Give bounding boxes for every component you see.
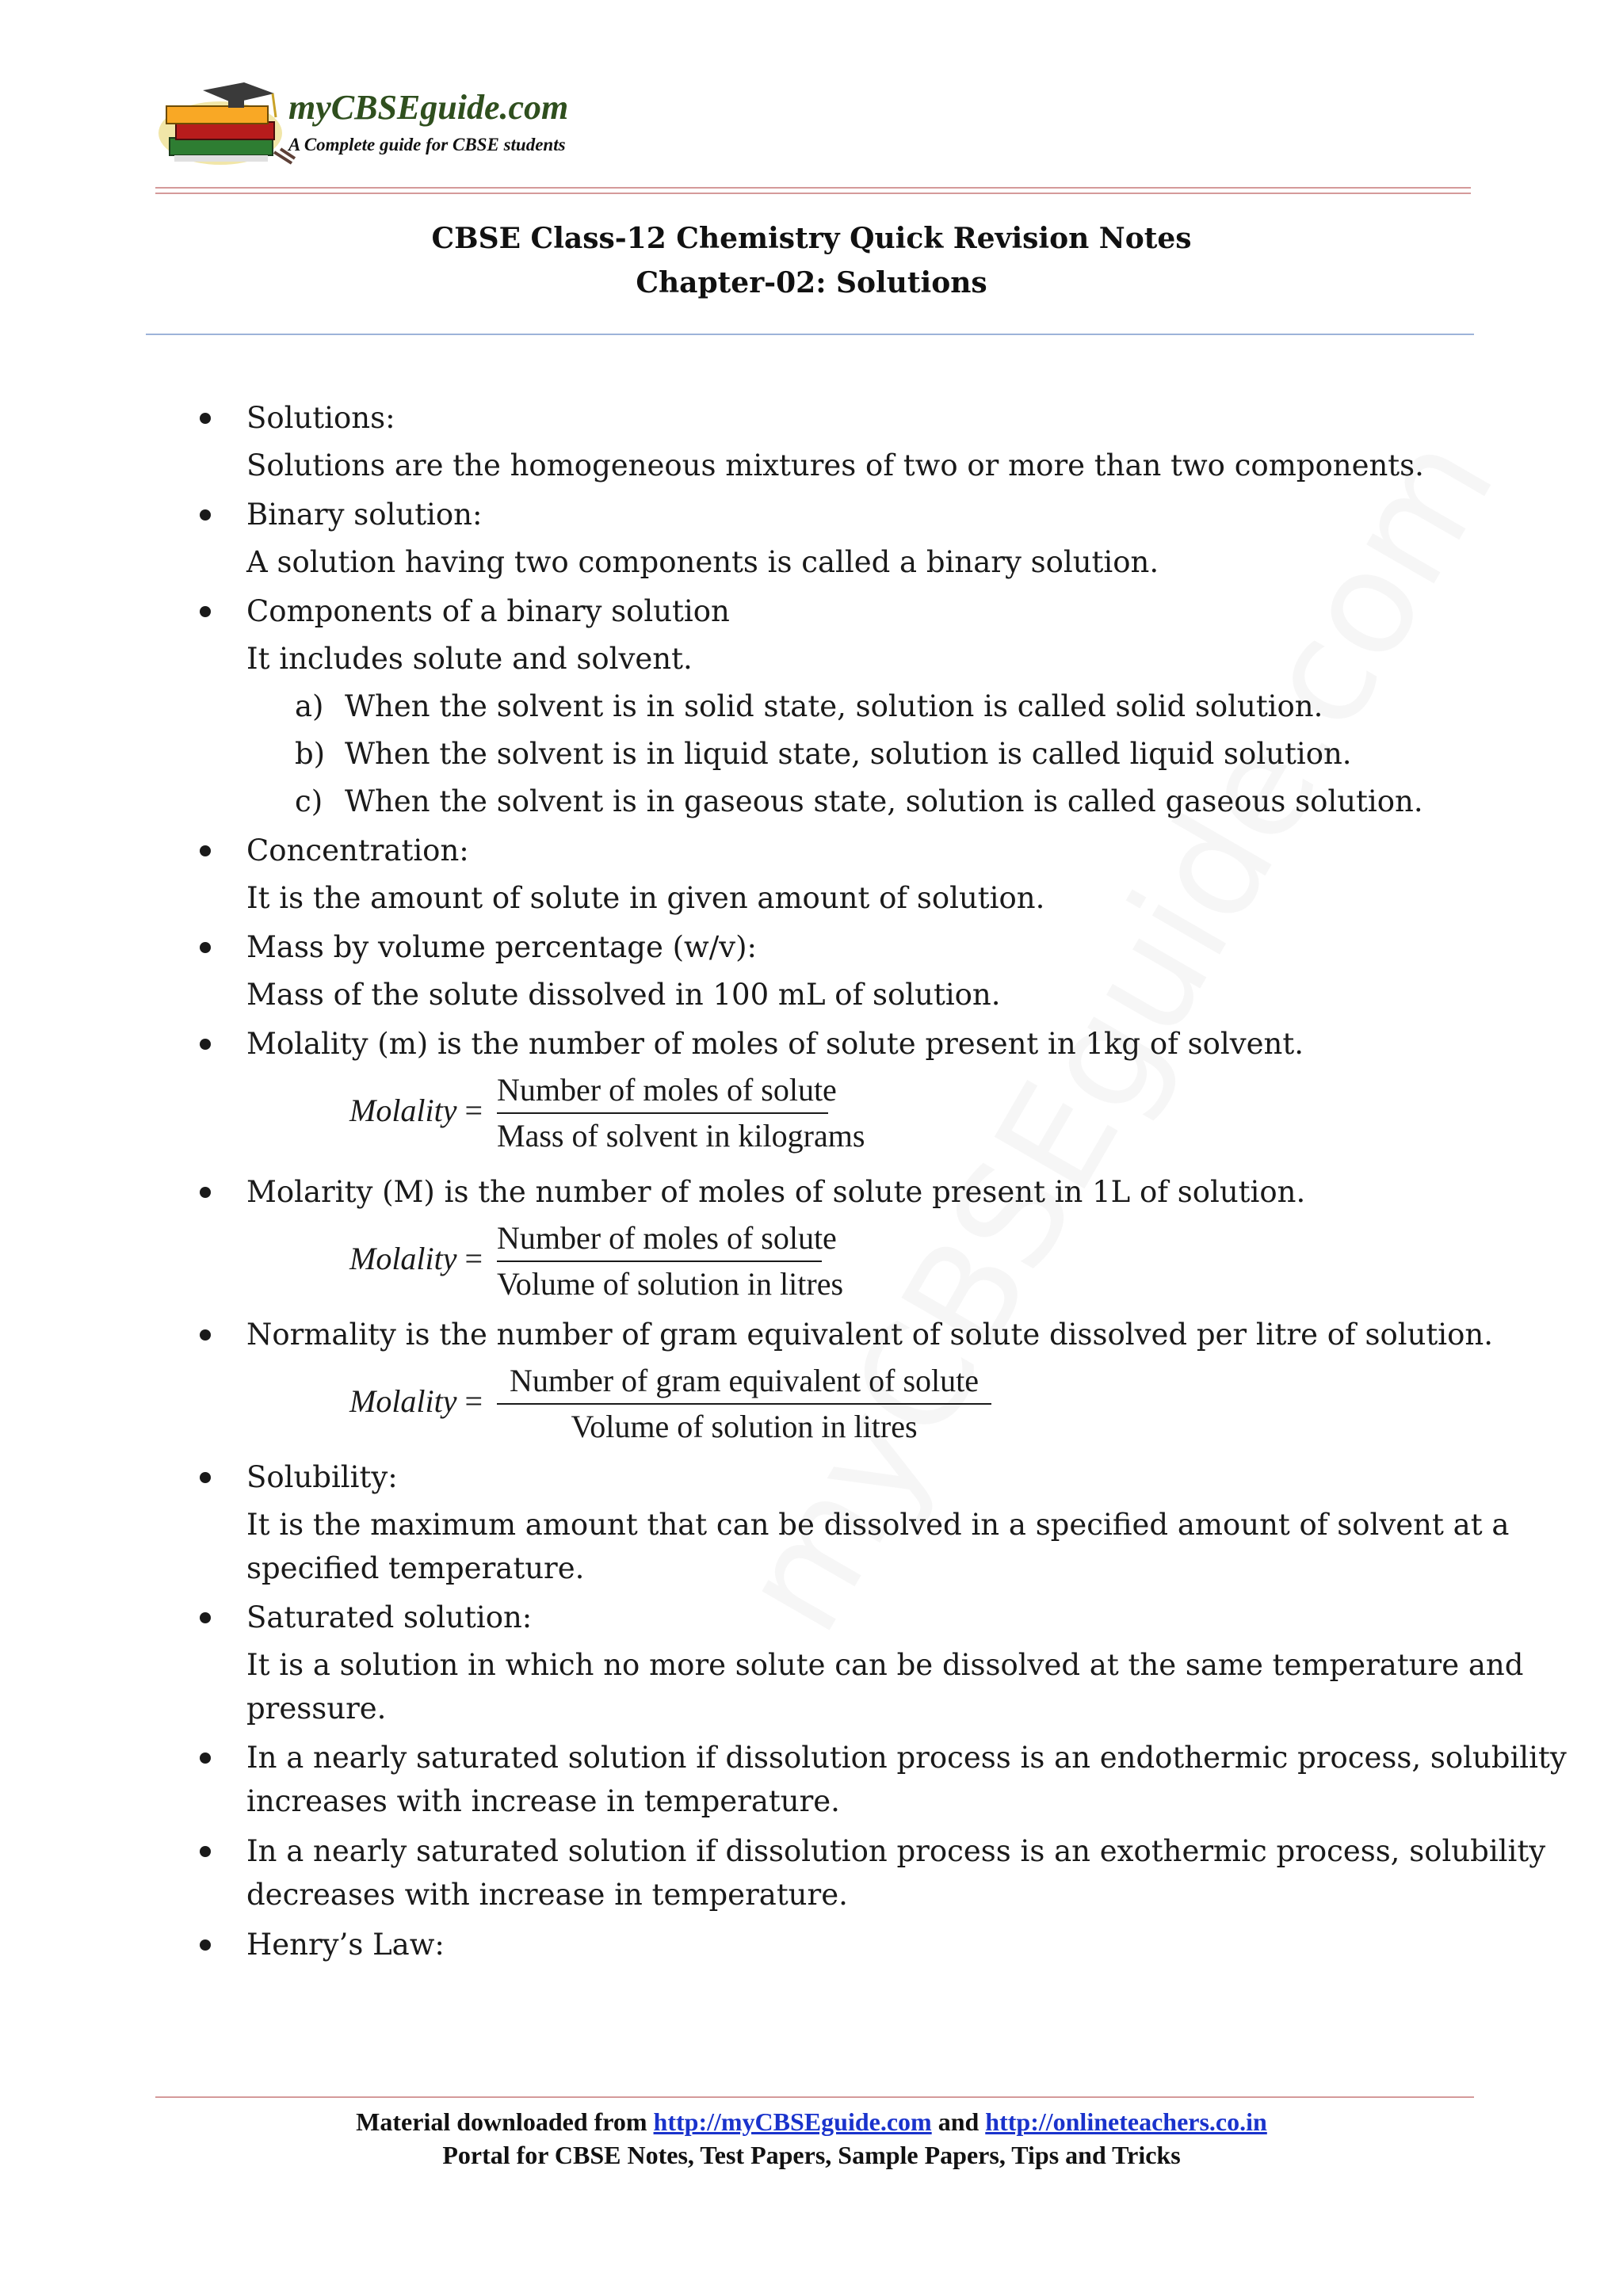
equation-lhs: Molality = [349, 1383, 483, 1419]
equation-lhs: Molality = [349, 1093, 483, 1128]
footer-and: and [931, 2107, 986, 2136]
footer-line1 [0, 2107, 1623, 2137]
logo-tagline: A Complete guide for CBSE students [288, 135, 566, 154]
concentration-definition: It is the amount of solute in given amount of solution. [246, 881, 1045, 915]
exothermic-line1: In a nearly saturated solution if dissolution process is an exothermic process, solubility [246, 1834, 1546, 1868]
page-title: CBSE Class-12 Chemistry Quick Revision Notes [431, 222, 1192, 255]
logo-brand-text: myCBSEguide.com [288, 88, 569, 127]
binary-heading: Binary solution: [246, 498, 483, 532]
molarity-equation [349, 1219, 888, 1314]
solubility-heading: Solubility: [246, 1460, 398, 1494]
sub-item-a-label: a) [295, 689, 324, 723]
bullet-icon [200, 942, 211, 953]
components-definition: It includes solute and solvent. [246, 642, 693, 676]
molality-equation [349, 1071, 888, 1166]
exothermic-line2: decreases with increase in temperature. [246, 1878, 848, 1912]
saturated-definition-line2: pressure. [246, 1691, 387, 1726]
equation-lhs: Molality = [349, 1241, 483, 1276]
mass-volume-heading: Mass by volume percentage (w/v): [246, 930, 757, 964]
sub-item-b: When the solvent is in liquid state, solution is called liquid solution. [345, 737, 1352, 771]
bullet-icon [200, 1612, 211, 1623]
components-heading: Components of a binary solution [246, 594, 730, 628]
bullet-icon [200, 1187, 211, 1198]
bullet-icon [200, 1039, 211, 1050]
fraction-bar [497, 1112, 828, 1114]
bullet-icon [200, 1472, 211, 1483]
sub-item-c: When the solvent is in gaseous state, solution is called gaseous solution. [345, 784, 1423, 818]
solutions-definition: Solutions are the homogeneous mixtures of two or more than two components. [246, 448, 1424, 482]
bullet-icon [200, 1329, 211, 1341]
fraction-bar [497, 1261, 822, 1262]
molarity-definition: Molarity (M) is the number of moles of solute present in 1L of solution. [246, 1175, 1306, 1209]
normality-definition: Normality is the number of gram equivalent of solute dissolved per litre of solution. [246, 1318, 1493, 1352]
mycbseguide-link[interactable]: http://myCBSEguide.com [653, 2107, 932, 2136]
chapter-title: Chapter-02: Solutions [636, 266, 987, 299]
sub-item-c-label: c) [295, 784, 323, 818]
solubility-definition-line2: specified temperature. [246, 1551, 585, 1585]
henrys-law-heading: Henry’s Law: [246, 1928, 445, 1962]
bullet-icon [200, 413, 211, 424]
bullet-icon [200, 1939, 211, 1951]
equation-denominator: Volume of solution in litres [497, 1266, 844, 1302]
sub-item-b-label: b) [295, 737, 326, 771]
footer-line2: Portal for CBSE Notes, Test Papers, Sample Papers, Tips and Tricks [442, 2141, 1181, 2169]
bullet-icon [200, 1846, 211, 1857]
saturated-heading: Saturated solution: [246, 1600, 533, 1634]
sub-item-a: When the solvent is in solid state, solution is called solid solution. [345, 689, 1323, 723]
bullet-icon [200, 1753, 211, 1764]
fraction-bar [497, 1403, 991, 1405]
equation-numerator: Number of moles of solute [497, 1072, 837, 1108]
onlineteachers-link[interactable]: http://onlineteachers.co.in [985, 2107, 1267, 2136]
equation-denominator: Mass of solvent in kilograms [497, 1118, 865, 1154]
binary-definition: A solution having two components is called a binary solution. [246, 545, 1159, 579]
concentration-heading: Concentration: [246, 833, 469, 868]
footer-prefix: Material downloaded from [356, 2107, 654, 2136]
equation-denominator: Volume of solution in litres [571, 1409, 918, 1444]
mass-volume-definition: Mass of the solute dissolved in 100 mL of solution. [246, 978, 1001, 1012]
equation-numerator: Number of moles of solute [497, 1220, 837, 1256]
normality-equation [349, 1362, 999, 1457]
footer-divider [155, 2096, 1474, 2098]
saturated-definition-line1: It is a solution in which no more solute can be dissolved at the same temperature and [246, 1648, 1524, 1682]
solutions-heading: Solutions: [246, 401, 395, 435]
endothermic-line1: In a nearly saturated solution if dissolution process is an endothermic process, solubility [246, 1741, 1567, 1775]
equation-numerator: Number of gram equivalent of solute [509, 1363, 980, 1398]
bullet-icon [200, 606, 211, 617]
endothermic-line2: increases with increase in temperature. [246, 1784, 840, 1818]
solubility-definition-line1: It is the maximum amount that can be dissolved in a specified amount of solvent at a [246, 1508, 1510, 1542]
bullet-icon [200, 845, 211, 856]
molality-definition: Molality (m) is the number of moles of solute present in 1kg of solvent. [246, 1027, 1304, 1061]
bullet-icon [200, 509, 211, 521]
